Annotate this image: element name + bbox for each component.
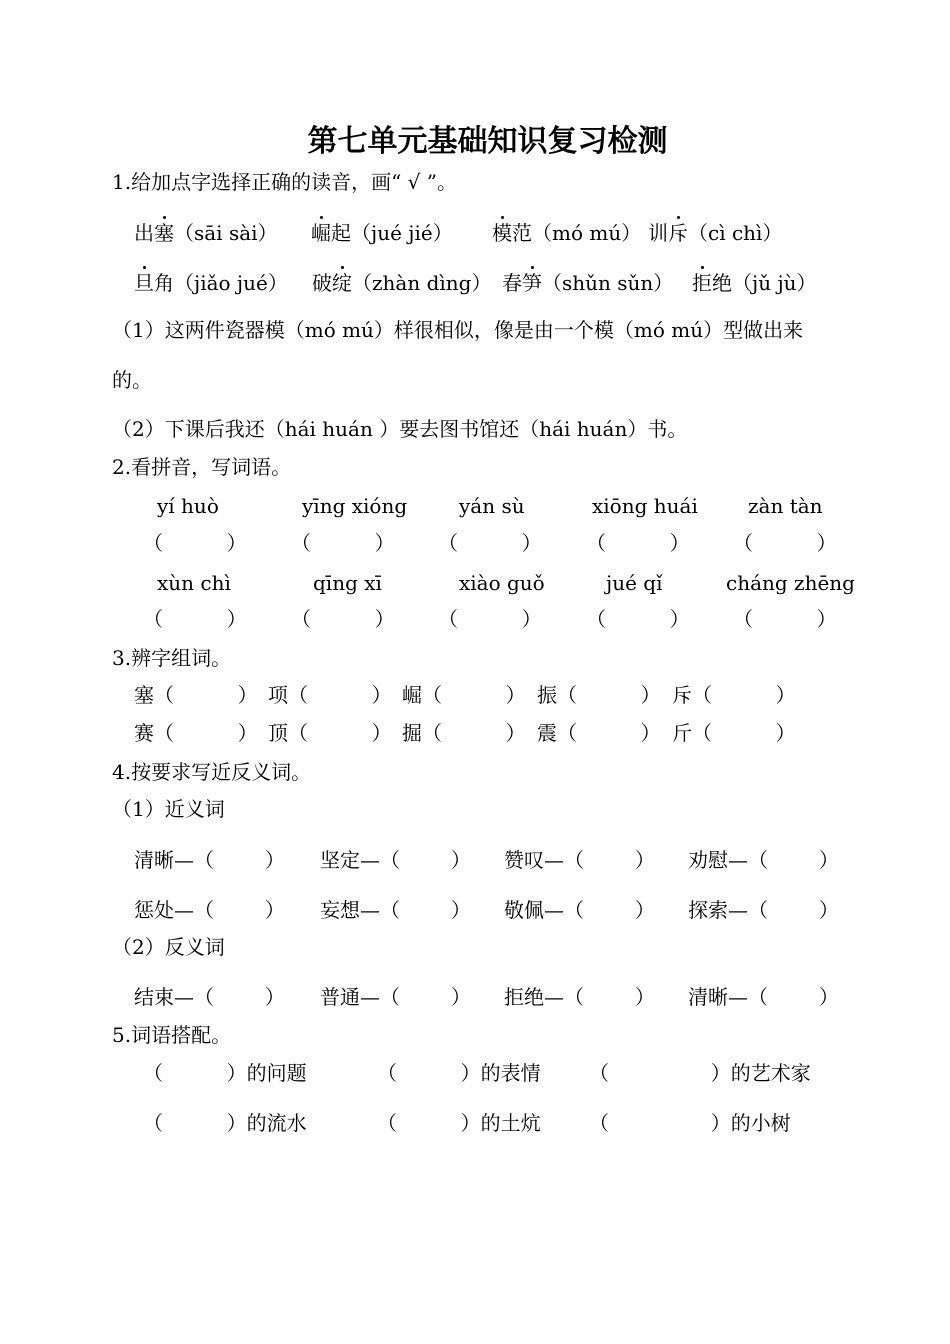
pinyin: cháng zhēng xyxy=(726,571,855,595)
q1-row1-item xyxy=(648,221,782,245)
word-post: 角 xyxy=(154,271,174,295)
pinyin-options: （sāi sài） xyxy=(174,221,278,245)
pinyin: yán sù xyxy=(459,494,525,518)
answer-blank[interactable]: （ ） xyxy=(143,531,247,555)
q1-row2-item xyxy=(692,271,817,295)
pinyin: yīng xióng xyxy=(302,494,408,518)
answer-blank[interactable]: （ ） xyxy=(586,531,690,555)
char-blank[interactable]: 崛（ ） xyxy=(402,683,526,707)
q1-heading: 1.给加点字选择正确的读音，画“ √ ”。 xyxy=(112,170,457,194)
char-blank[interactable]: 震（ ） xyxy=(537,721,661,745)
pinyin: zàn tàn xyxy=(748,494,823,518)
synonym-blank[interactable]: 探索—（ ） xyxy=(688,898,839,922)
q4-sub-antonyms: （2）反义词 xyxy=(112,935,225,959)
answer-blank[interactable]: （ ） xyxy=(586,607,690,631)
q4-heading: 4.按要求写近反义词。 xyxy=(112,760,312,784)
match-blank[interactable]: （ ）的表情 xyxy=(377,1061,541,1085)
q1-row2-item xyxy=(134,271,288,295)
q2-heading: 2.看拼音，写词语。 xyxy=(112,455,292,479)
q1-row1-item xyxy=(492,221,641,245)
pinyin-options: （jué jié） xyxy=(351,221,453,245)
word-pre: 春 xyxy=(502,271,522,295)
q1-row2-item xyxy=(502,271,673,295)
dotted-char: 斥 xyxy=(668,221,688,245)
q5-heading: 5.词语搭配。 xyxy=(112,1023,232,1047)
word-post: 起 xyxy=(331,221,351,245)
antonym-blank[interactable]: 结束—（ ） xyxy=(134,985,285,1009)
q4-sub-synonyms: （1）近义词 xyxy=(112,797,225,821)
pinyin-options: （jǔ jù） xyxy=(732,271,817,295)
pinyin: xiōng huái xyxy=(592,494,698,518)
word-post: 绝 xyxy=(712,271,732,295)
char-blank[interactable]: 掘（ ） xyxy=(402,721,526,745)
match-blank[interactable]: （ ）的问题 xyxy=(143,1061,307,1085)
word-pre: 出 xyxy=(134,221,154,245)
synonym-blank[interactable]: 敬佩—（ ） xyxy=(504,898,655,922)
char-blank[interactable]: 赛（ ） xyxy=(134,721,258,745)
answer-blank[interactable]: （ ） xyxy=(291,607,395,631)
pinyin: qīng xī xyxy=(313,571,382,595)
pinyin-options: （jiǎo jué） xyxy=(174,271,288,295)
synonym-blank[interactable]: 惩处—（ ） xyxy=(134,898,285,922)
char-blank[interactable]: 斤（ ） xyxy=(672,721,796,745)
q1-row2-item xyxy=(312,271,491,295)
match-blank[interactable]: （ ）的土炕 xyxy=(377,1111,541,1135)
word-pre: 训 xyxy=(648,221,668,245)
pinyin: xùn chì xyxy=(157,571,231,595)
synonym-blank[interactable]: 妄想—（ ） xyxy=(320,898,471,922)
q1-row1-item xyxy=(134,221,278,245)
char-blank[interactable]: 振（ ） xyxy=(537,683,661,707)
q1-sentence2: （2）下课后我还（hái huán ）要去图书馆还（hái huán）书。 xyxy=(112,417,688,441)
answer-blank[interactable]: （ ） xyxy=(438,531,542,555)
pinyin-options: （shǔn sǔn） xyxy=(542,271,674,295)
dotted-char: 笋 xyxy=(522,271,542,295)
char-blank[interactable]: 塞（ ） xyxy=(134,683,258,707)
q1-row1-item xyxy=(311,221,453,245)
dotted-char: 模 xyxy=(492,221,512,245)
pinyin: yí huò xyxy=(157,494,219,518)
synonym-blank[interactable]: 清晰—（ ） xyxy=(134,848,285,872)
dotted-char: 旦 xyxy=(134,271,154,295)
synonym-blank[interactable]: 赞叹—（ ） xyxy=(504,848,655,872)
dotted-char: 绽 xyxy=(332,271,352,295)
char-blank[interactable]: 项（ ） xyxy=(268,683,392,707)
word-pre: 破 xyxy=(312,271,332,295)
q1-sentence1-line2: 的。 xyxy=(112,368,152,392)
page-title: 第七单元基础知识复习检测 xyxy=(307,124,668,159)
synonym-blank[interactable]: 劝慰—（ ） xyxy=(688,848,839,872)
antonym-blank[interactable]: 普通—（ ） xyxy=(320,985,471,1009)
match-blank[interactable]: （ ）的艺术家 xyxy=(589,1061,811,1085)
dotted-char: 崛 xyxy=(311,221,331,245)
antonym-blank[interactable]: 清晰—（ ） xyxy=(688,985,839,1009)
match-blank[interactable]: （ ）的流水 xyxy=(143,1111,307,1135)
q1-sentence1-line1: （1）这两件瓷器模（mó mú）样很相似，像是由一个模（mó mú）型做出来 xyxy=(112,318,804,342)
answer-blank[interactable]: （ ） xyxy=(733,531,837,555)
pinyin-options: （zhàn dìng） xyxy=(352,271,492,295)
match-blank[interactable]: （ ）的小树 xyxy=(589,1111,791,1135)
char-blank[interactable]: 斥（ ） xyxy=(672,683,796,707)
pinyin-options: （cì chì） xyxy=(688,221,783,245)
char-blank[interactable]: 顶（ ） xyxy=(268,721,392,745)
pinyin: xiào guǒ xyxy=(459,571,545,595)
dotted-char: 塞 xyxy=(154,221,174,245)
antonym-blank[interactable]: 拒绝—（ ） xyxy=(504,985,655,1009)
q3-heading: 3.辨字组词。 xyxy=(112,646,232,670)
answer-blank[interactable]: （ ） xyxy=(291,531,395,555)
answer-blank[interactable]: （ ） xyxy=(438,607,542,631)
pinyin: jué qǐ xyxy=(606,571,663,595)
dotted-char: 拒 xyxy=(692,271,712,295)
answer-blank[interactable]: （ ） xyxy=(733,607,837,631)
pinyin-options: （mó mú） xyxy=(532,221,642,245)
answer-blank[interactable]: （ ） xyxy=(143,607,247,631)
word-post: 范 xyxy=(512,221,532,245)
synonym-blank[interactable]: 坚定—（ ） xyxy=(320,848,471,872)
